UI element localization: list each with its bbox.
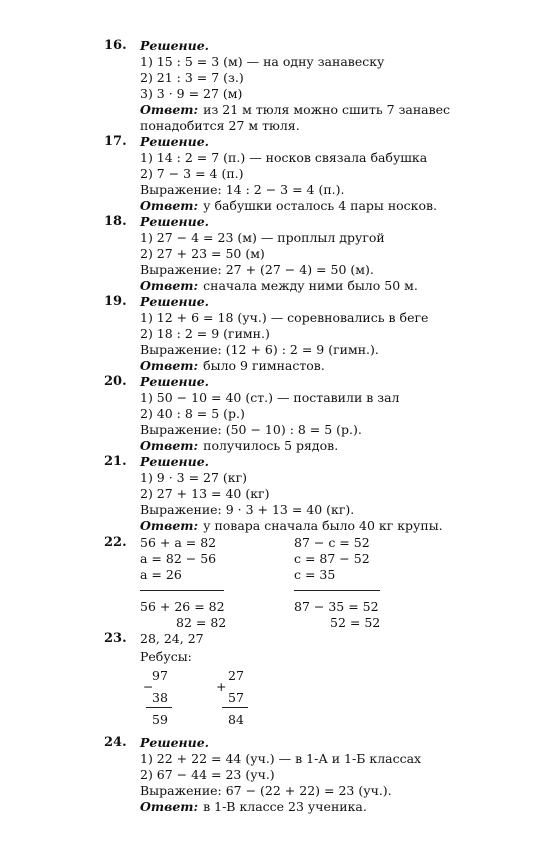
rebus-result: 84 <box>228 712 244 727</box>
line-text: 1) 50 − 10 = 40 (ст.) — поставили в зал <box>140 390 400 405</box>
solution-heading <box>140 214 209 230</box>
problem-number: 18. <box>104 214 127 229</box>
solution-step <box>140 310 428 326</box>
check-line: 56 + 26 = 82 <box>140 599 225 614</box>
answer-line <box>140 358 325 374</box>
line-text: 2) 27 + 13 = 40 (кг) <box>140 486 270 501</box>
answer-label: Ответ: <box>140 438 199 453</box>
answer-line <box>140 102 450 118</box>
solution-step <box>140 86 242 102</box>
line-text: в 1-В классе 23 ученика. <box>203 799 367 814</box>
rebus-bottom: 38 <box>152 690 168 705</box>
line-text: 2) 40 : 8 = 5 (р.) <box>140 406 245 421</box>
answer-label: Ответ: <box>140 198 199 213</box>
number-sequence: 28, 24, 27 <box>140 631 204 646</box>
solution-heading <box>140 134 209 150</box>
solution-step <box>140 150 427 166</box>
equation-line: a = 26 <box>140 567 182 582</box>
problem-number: 24. <box>104 735 127 750</box>
solution-step <box>140 342 379 358</box>
answer-label: Ответ: <box>140 358 199 373</box>
rebus-bottom: 57 <box>228 690 244 705</box>
solution-step <box>140 262 374 278</box>
line-text: Выражение: 14 : 2 − 3 = 4 (п.). <box>140 182 345 197</box>
solution-label: Решение. <box>140 214 210 229</box>
solution-step: 2) 67 − 44 = 23 (уч.) <box>140 767 275 782</box>
equation-line: a = 82 − 56 <box>140 551 217 566</box>
rebus-operator: + <box>216 679 227 694</box>
solution-label: Решение. <box>140 294 210 309</box>
equation-line: c = 87 − 52 <box>294 551 370 566</box>
line-text: 1) 9 · 3 = 27 (кг) <box>140 470 248 485</box>
expression-line: Выражение: 67 − (22 + 22) = 23 (уч.). <box>140 783 392 798</box>
solution-step <box>140 406 245 422</box>
problem-number: 21. <box>104 454 127 469</box>
equation-line: 56 + a = 82 <box>140 535 217 550</box>
check-line: 52 = 52 <box>330 615 381 630</box>
solution-heading <box>140 454 209 470</box>
sum-line <box>222 707 248 708</box>
solution-step <box>140 70 244 86</box>
rebus-top: 27 <box>228 668 244 683</box>
line-text: 2) 21 : 3 = 7 (з.) <box>140 70 244 85</box>
answer-label: Ответ: <box>140 518 199 533</box>
line-text: было 9 гимнастов. <box>203 358 325 373</box>
solution-label: Решение. <box>140 134 210 149</box>
divider-line <box>140 590 224 591</box>
divider-line <box>294 590 380 591</box>
solution-heading <box>140 38 209 54</box>
solution-step <box>140 486 269 502</box>
solution-step <box>140 54 384 70</box>
check-line: 82 = 82 <box>176 615 227 630</box>
answer-line <box>140 198 437 214</box>
solution-step <box>140 326 270 342</box>
check-line: 87 − 35 = 52 <box>294 599 379 614</box>
solution-step: 1) 22 + 22 = 44 (уч.) — в 1-А и 1-Б классах <box>140 751 422 766</box>
problem-number: 16. <box>104 38 127 53</box>
problem-number: 17. <box>104 134 127 149</box>
line-text: получилось 5 рядов. <box>203 438 339 453</box>
line-text: 2) 27 + 23 = 50 (м) <box>140 246 265 261</box>
line-text: 1) 27 − 4 = 23 (м) — проплыл другой <box>140 230 385 245</box>
answer-label: Ответ: <box>140 799 199 814</box>
rebus-result: 59 <box>152 712 168 727</box>
solution-step <box>140 118 300 134</box>
rebus-operator: − <box>143 679 154 694</box>
rebus-heading: Ребусы: <box>140 649 192 664</box>
answer-line <box>140 799 367 815</box>
solution-label: Решение. <box>140 374 210 389</box>
solution-label: Решение. <box>140 454 210 469</box>
line-text: у повара сначала было 40 кг крупы. <box>203 518 443 533</box>
equation-line: 87 − c = 52 <box>294 535 370 550</box>
problem-number: 23. <box>104 631 127 646</box>
line-text: Выражение: 9 · 3 + 13 = 40 (кг). <box>140 502 355 517</box>
answer-line <box>140 278 418 294</box>
solution-step <box>140 230 385 246</box>
solution-step <box>140 470 247 486</box>
sum-line <box>146 707 172 708</box>
problem-number: 22. <box>104 535 127 550</box>
line-text: 1) 14 : 2 = 7 (п.) — носков связала бабушка <box>140 150 428 165</box>
line-text: сначала между ними было 50 м. <box>203 278 418 293</box>
line-text: 2) 18 : 2 = 9 (гимн.) <box>140 326 270 341</box>
line-text: понадобится 27 м тюля. <box>140 118 300 133</box>
line-text: 3) 3 · 9 = 27 (м) <box>140 86 243 101</box>
solution-step <box>140 390 400 406</box>
problem-number: 19. <box>104 294 127 309</box>
line-text: из 21 м тюля можно сшить 7 занавес <box>203 102 451 117</box>
solution-heading <box>140 294 209 310</box>
answer-line <box>140 438 338 454</box>
solution-step <box>140 502 354 518</box>
line-text: Выражение: 27 + (27 − 4) = 50 (м). <box>140 262 374 277</box>
solution-step <box>140 246 265 262</box>
solution-heading <box>140 374 209 390</box>
answer-label: Ответ: <box>140 102 199 117</box>
solution-step <box>140 422 362 438</box>
line-text: 1) 15 : 5 = 3 (м) — на одну занавеску <box>140 54 385 69</box>
answer-label: Ответ: <box>140 278 199 293</box>
line-text: 2) 7 − 3 = 4 (п.) <box>140 166 244 181</box>
equation-line: c = 35 <box>294 567 336 582</box>
solution-step <box>140 166 244 182</box>
line-text: 1) 12 + 6 = 18 (уч.) — соревновались в беге <box>140 310 429 325</box>
problem-number: 20. <box>104 374 127 389</box>
solution-label: Решение. <box>140 735 210 750</box>
solution-label: Решение. <box>140 38 210 53</box>
line-text: Выражение: (12 + 6) : 2 = 9 (гимн.). <box>140 342 379 357</box>
answer-line <box>140 518 443 534</box>
solution-step <box>140 182 345 198</box>
line-text: Выражение: (50 − 10) : 8 = 5 (р.). <box>140 422 362 437</box>
line-text: у бабушки осталось 4 пары носков. <box>203 198 438 213</box>
rebus-top: 97 <box>152 668 168 683</box>
